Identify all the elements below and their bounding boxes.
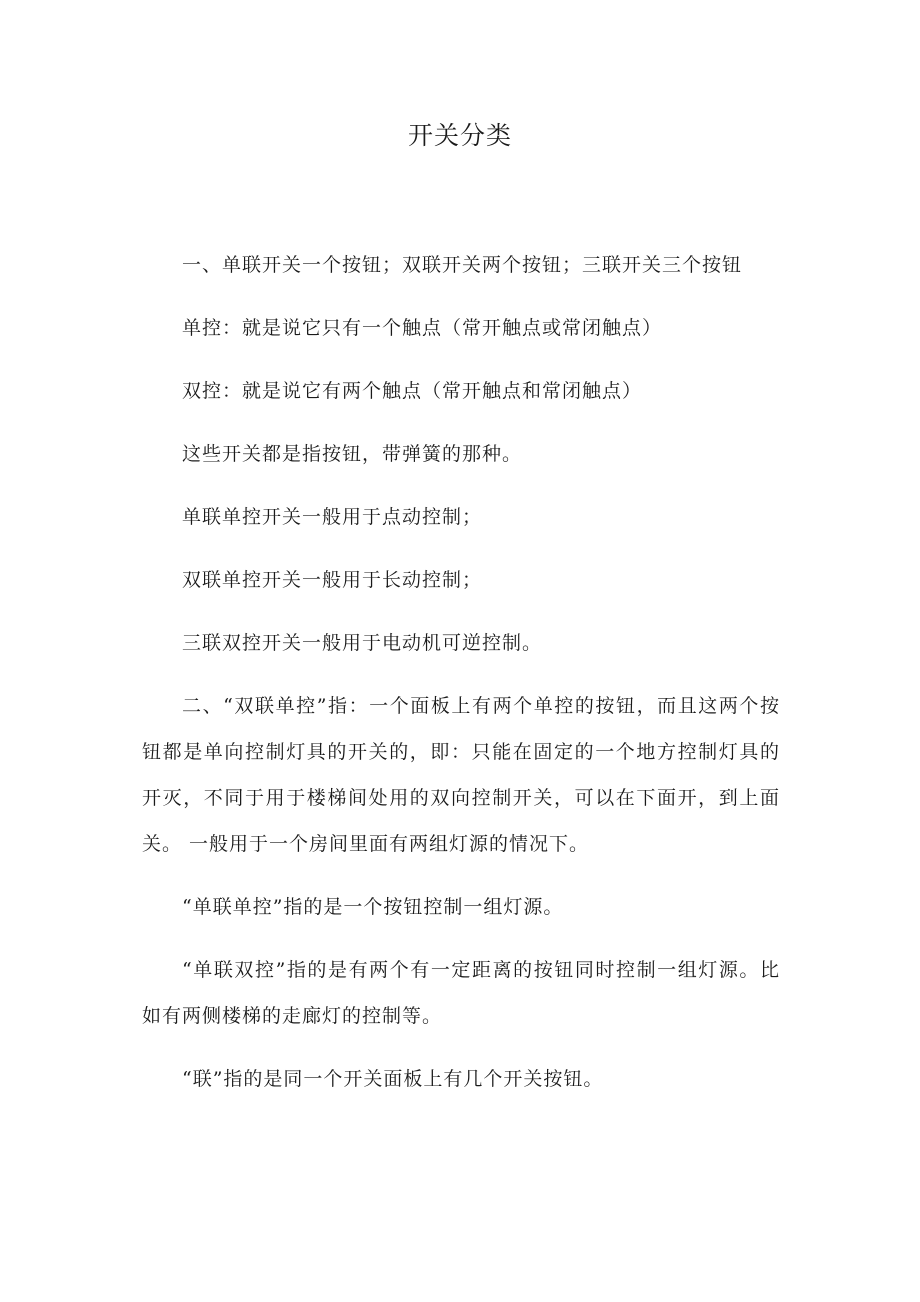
document-body <box>142 242 780 1119</box>
document-title: 开关分类 <box>407 121 512 150</box>
paragraph-10: “单联双控”指的是有两个有一定距离的按钮同时控制一组灯源。比如有两侧楼梯的走廊灯的控制等。 <box>142 959 780 1027</box>
paragraph-8: 二、“双联单控”指：一个面板上有两个单控的按钮，而且这两个按钮都是单向控制灯具的开关的，即：只能在固定的一个地方控制灯具的开灭，不同于用于楼梯间处用的双向控制开关，可以在下面开，到上面关。 一般用于一个房间里面有两组灯源的情况下。 <box>142 695 780 855</box>
paragraph-1: 一、单联开关一个按钮；双联开关两个按钮；三联开关三个按钮 <box>182 254 743 276</box>
paragraph-5: 单联单控开关一般用于点动控制； <box>182 506 483 528</box>
paragraph-6: 双联单控开关一般用于长动控制； <box>182 569 483 591</box>
paragraph-2: 单控：就是说它只有一个触点（常开触点或常闭触点） <box>182 317 663 339</box>
paragraph-7: 三联双控开关一般用于电动机可逆控制。 <box>182 632 543 654</box>
paragraph-3: 双控：就是说它有两个触点（常开触点和常闭触点） <box>182 380 643 402</box>
paragraph-4: 这些开关都是指按钮，带弹簧的那种。 <box>182 443 523 465</box>
paragraph-11: “联”指的是同一个开关面板上有几个开关按钮。 <box>182 1068 604 1090</box>
paragraph-9: “单联单控”指的是一个按钮控制一组灯源。 <box>182 896 564 918</box>
